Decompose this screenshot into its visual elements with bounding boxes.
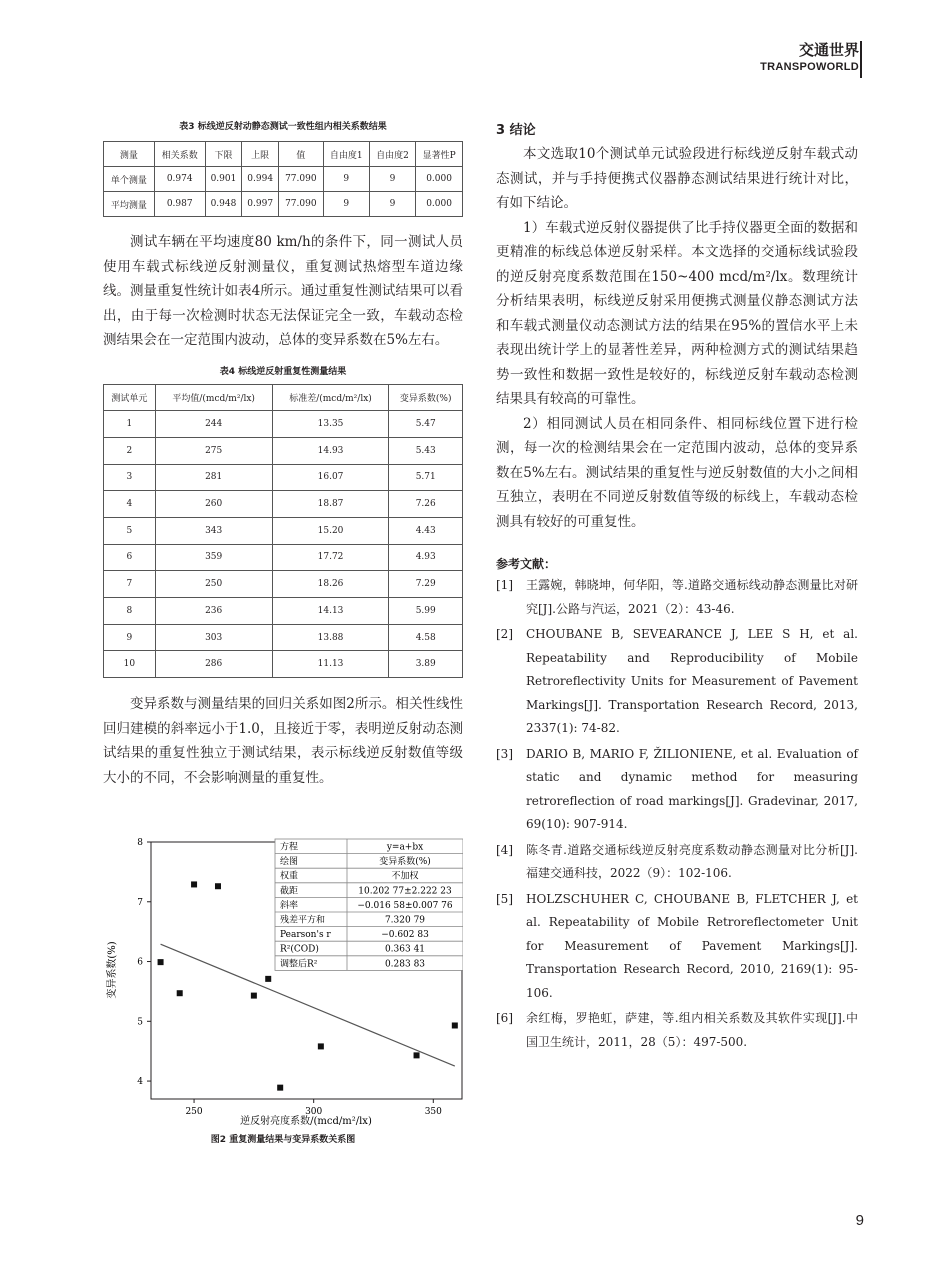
table-cell: 5.47	[389, 411, 463, 438]
table-cell: 250	[155, 571, 272, 598]
table3-header-cell: 值	[279, 142, 324, 167]
table-cell: 260	[155, 491, 272, 518]
conclusion-point-2: 2）相同测试人员在相同条件、相同标线位置下进行检测，每一次的检测结果会在一定范围内波动，总体的变异系数在5%左右。测试结果的重复性与逆反射数值的大小之间相互独立，表明在不同逆反射数值等级的标线上，车载动态检测具有较好的可重复性。	[496, 415, 858, 530]
table4-header-cell: 平均值/(mcd/m²/lx)	[155, 384, 272, 411]
y-axis-label: 变异系数(%)	[107, 941, 118, 999]
stats-box	[275, 839, 463, 970]
journal-title-en: TRANSPOWORLD	[760, 61, 859, 73]
table-cell: 17.72	[272, 544, 389, 571]
figure2-caption: 图2 重复测量结果与变异系数关系图	[210, 1135, 356, 1145]
reference-number: [3]	[496, 746, 513, 761]
table-cell: 0.997	[242, 192, 279, 217]
reference-number: [2]	[496, 627, 513, 641]
reference-number: [5]	[496, 891, 513, 906]
data-point	[277, 1085, 283, 1091]
table3-header-cell: 相关系数	[154, 142, 205, 167]
table-cell: 286	[155, 651, 272, 678]
stats-value: −0.602 83	[381, 930, 429, 941]
table-cell: 13.88	[272, 624, 389, 651]
reference-item	[496, 623, 858, 741]
table3-header-row	[104, 142, 463, 167]
stats-value: 0.363 41	[384, 944, 426, 955]
journal-title-cn: 交通世界	[798, 41, 859, 59]
reference-text: HOLZSCHUHER C, CHOUBANE B, FLETCHER J, et al. Repeatability of Mobile Retroreflectometer Unit for Measurement of Pavement Markings[J]. Transportation Research Record, 2010, 2169(1): 95-106.	[526, 891, 858, 1000]
reference-text: CHOUBANE B, SEVEARANCE J, LEE S H, et al. Repeatability and Reproducibility of Mobile Retroreflectivity Units for Measurement of Pavement Markings[J]. Transportation Research Record, 2013, 2337(1): 74-82.	[526, 627, 858, 735]
table-row	[104, 167, 463, 192]
table-cell: 9	[369, 192, 415, 217]
table-cell: 0.000	[416, 192, 463, 217]
table-cell: 7	[104, 571, 156, 598]
table-cell: 8	[104, 598, 156, 625]
reference-text: 余红梅，罗艳虹，萨建，等.组内相关系数及其软件实现[J].中国卫生统计，2011，28（5）：497-500.	[526, 1011, 858, 1049]
left-column	[103, 120, 463, 790]
table-cell: 2	[104, 437, 156, 464]
y-tick-label: 7	[137, 897, 143, 908]
table-cell: 0.987	[154, 192, 205, 217]
stats-value: 变异系数(%)	[379, 857, 431, 868]
figure2-chart	[103, 830, 463, 1130]
table-cell: 3.89	[389, 651, 463, 678]
data-point	[191, 881, 197, 887]
stats-label: 绘图	[280, 857, 299, 868]
data-point	[414, 1052, 420, 1058]
stats-label: 调整后R²	[280, 959, 318, 970]
table-cell: 9	[323, 192, 369, 217]
table-cell: 15.20	[272, 517, 389, 544]
stats-value: 7.320 79	[384, 915, 426, 926]
table4-header-row	[104, 384, 463, 411]
table-cell: 0.948	[205, 192, 242, 217]
stats-value: 0.283 83	[384, 959, 426, 970]
table-cell: 5	[104, 517, 156, 544]
y-tick-label: 4	[137, 1077, 143, 1088]
stats-value: 10.202 77±2.222 23	[358, 886, 452, 897]
table-row	[104, 571, 463, 598]
table-cell: 3	[104, 464, 156, 491]
stats-label: 截距	[280, 886, 299, 897]
y-tick-label: 5	[137, 1017, 143, 1028]
table-cell: 4.58	[389, 624, 463, 651]
table-row	[104, 464, 463, 491]
table3-header-cell: 上限	[242, 142, 279, 167]
reference-item	[496, 888, 858, 1006]
table-cell: 244	[155, 411, 272, 438]
table-cell: 236	[155, 598, 272, 625]
data-point	[215, 883, 221, 889]
table-row	[104, 624, 463, 651]
table-row	[104, 437, 463, 464]
data-point	[251, 993, 257, 999]
table-cell: 281	[155, 464, 272, 491]
table-cell: 0.974	[154, 167, 205, 192]
table-cell: 平均测量	[104, 192, 155, 217]
reference-item	[496, 1007, 858, 1054]
table-cell: 6	[104, 544, 156, 571]
table-cell: 18.26	[272, 571, 389, 598]
page-number: 9	[855, 1212, 864, 1229]
table-cell: 14.93	[272, 437, 389, 464]
table-cell: 4.93	[389, 544, 463, 571]
table-cell: 14.13	[272, 598, 389, 625]
table-cell: 77.090	[279, 192, 324, 217]
reference-number: [1]	[496, 578, 513, 592]
table-cell: 303	[155, 624, 272, 651]
stats-label: Pearson's r	[280, 930, 331, 941]
table-cell: 13.35	[272, 411, 389, 438]
table-cell: 11.13	[272, 651, 389, 678]
table-row	[104, 411, 463, 438]
stats-label: 方程	[280, 842, 299, 853]
table-cell: 275	[155, 437, 272, 464]
figure2	[103, 830, 463, 1130]
table-cell: 5.99	[389, 598, 463, 625]
table-cell: 4	[104, 491, 156, 518]
stats-label: 斜率	[280, 900, 299, 911]
data-point	[452, 1022, 458, 1028]
table-cell: 0.000	[416, 167, 463, 192]
table-row	[104, 517, 463, 544]
table-cell: 16.07	[272, 464, 389, 491]
table-cell: 0.901	[205, 167, 242, 192]
table-cell: 5.71	[389, 464, 463, 491]
references-list	[496, 574, 858, 1054]
masthead-divider	[860, 41, 862, 78]
table-cell: 9	[104, 624, 156, 651]
x-tick-label: 250	[185, 1107, 203, 1117]
data-point	[318, 1043, 324, 1049]
table-row	[104, 598, 463, 625]
table-row	[104, 544, 463, 571]
x-tick-label: 300	[305, 1107, 323, 1117]
table4	[103, 384, 463, 679]
table3-header-cell: 测量	[104, 142, 155, 167]
stats-value: y=a+bx	[386, 842, 424, 853]
conclusion-intro: 本文选取10个测试单元试验段进行标线逆反射车载式动态测试，并与手持便携式仪器静态测试结果进行统计对比，有如下结论。	[496, 146, 858, 211]
table3-body	[104, 167, 463, 217]
table-cell: 7.26	[389, 491, 463, 518]
table-cell: 10	[104, 651, 156, 678]
table-cell: 9	[323, 167, 369, 192]
table-row	[104, 192, 463, 217]
table-cell: 5.43	[389, 437, 463, 464]
table3-header-cell: 自由度1	[323, 142, 369, 167]
table-cell: 0.994	[242, 167, 279, 192]
table-cell: 77.090	[279, 167, 324, 192]
reference-item	[496, 743, 858, 837]
stats-value: −0.016 58±0.007 76	[357, 900, 453, 911]
section3-heading: 3 结论	[496, 123, 536, 138]
x-axis-label: 逆反射亮度系数/(mcd/m²/lx)	[240, 1116, 372, 1127]
table-row	[104, 491, 463, 518]
table-cell: 单个测量	[104, 167, 155, 192]
table3-header-cell: 自由度2	[369, 142, 415, 167]
table3-header-cell: 显著性P	[416, 142, 463, 167]
table3-caption: 表3 标线逆反射动静态测试一致性组内相关系数结果	[179, 122, 387, 132]
reference-text: 陈冬青.道路交通标线逆反射亮度系数动静态测量对比分析[J].福建交通科技，2022（9）：102-106.	[526, 842, 858, 880]
stats-label: 权重	[280, 871, 299, 882]
stats-value: 不加权	[391, 871, 419, 882]
table4-body	[104, 411, 463, 678]
table4-caption: 表4 标线逆反射重复性测量结果	[219, 366, 347, 377]
right-column	[496, 120, 858, 1056]
y-tick-label: 8	[137, 838, 143, 848]
table-cell: 1	[104, 411, 156, 438]
table-cell: 9	[369, 167, 415, 192]
paragraph-repeatability: 测试车辆在平均速度80 km/h的条件下，同一测试人员使用车载式标线逆反射测量仪，重复测试热熔型车道边缘线。测量重复性统计如表4所示。通过重复性测试结果可以看出，由于每一次检测时状态无法保证完全一致，车载动态检测结果会在一定范围内波动，总体的变异系数在5%左右。	[103, 234, 463, 348]
reference-text: 王露婉，韩晓坤，何华阳，等.道路交通标线动静态测量比对研究[J].公路与汽运，2021（2）：43-46.	[526, 578, 858, 616]
table-row	[104, 651, 463, 678]
references-heading: 参考文献：	[496, 557, 557, 571]
table-cell: 7.29	[389, 571, 463, 598]
reference-text: DARIO B, MARIO F, ŽILIONIENE, et al. Evaluation of static and dynamic method for measuring retroreflection of road markings[J]. Gradevinar, 2017, 69(10): 907-914.	[526, 746, 858, 831]
reference-number: [4]	[496, 842, 513, 857]
data-point	[265, 976, 271, 982]
reference-item	[496, 839, 858, 886]
table-cell: 4.43	[389, 517, 463, 544]
y-tick-label: 6	[137, 957, 143, 968]
table-cell: 359	[155, 544, 272, 571]
table3-header-cell: 下限	[205, 142, 242, 167]
table4-header-cell: 变异系数(%)	[389, 384, 463, 411]
stats-label: 残差平方和	[280, 915, 326, 926]
x-tick-label: 350	[424, 1107, 442, 1117]
table3	[103, 141, 463, 217]
table-cell: 18.87	[272, 491, 389, 518]
table4-header-cell: 测试单元	[104, 384, 156, 411]
reference-item	[496, 574, 858, 621]
data-point	[158, 959, 164, 965]
stats-label: R²(COD)	[280, 944, 319, 955]
table-cell: 343	[155, 517, 272, 544]
conclusion-point-1: 1）车载式逆反射仪器提供了比手持仪器更全面的数据和更精准的标线总体逆反射采样。本文选择的交通标线试验段的逆反射亮度系数范围在150~400 mcd/m²/lx。数理统计分析结果表明，标线逆反射采用便携式测量仪静态测试方法和车载式测量仪动态测试方法的结果在95%的置信水平上未表现出统计学上的显著性差异，两种检测方式的测试结果趋势一致性和数据一致性是较好的，标线逆反射车载动态检测结果具有较高的可靠性。	[496, 219, 858, 407]
data-point	[177, 990, 183, 996]
table4-header-cell: 标准差/(mcd/m²/lx)	[272, 384, 389, 411]
reference-number: [6]	[496, 1011, 513, 1025]
journal-masthead	[760, 40, 859, 74]
paragraph-regression: 变异系数与测量结果的回归关系如图2所示。相关性线性回归建模的斜率远小于1.0，且接近于零，表明逆反射动态测试结果的重复性独立于测试结果，表示标线逆反射数值等级大小的不同，不会影响测量的重复性。	[103, 696, 463, 786]
